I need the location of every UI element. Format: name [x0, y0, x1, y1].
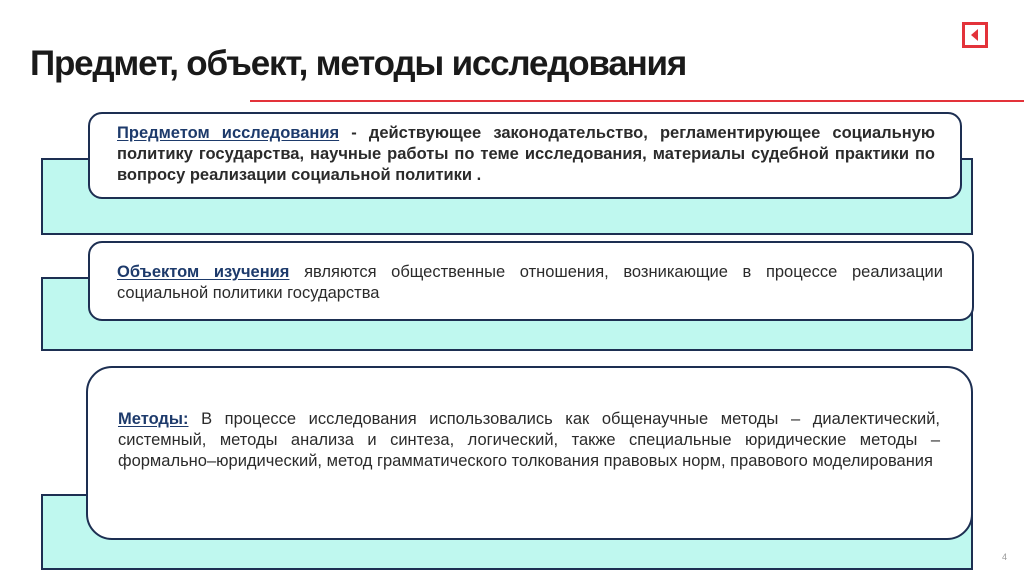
block-1-text	[117, 123, 935, 186]
block-2-text	[117, 262, 943, 304]
title-underline	[250, 100, 1024, 102]
block-3-keyword: Методы:	[118, 410, 189, 428]
block-2-keyword: Объектом изучения	[117, 263, 290, 281]
block-3-body: В процессе исследования использовались как общенаучные методы – диалектический, системный, методы анализа и синтеза, логический, также специальные юридические методы – формально–юридический, метод грамматического толкования правовых норм, правового моделирования	[118, 410, 940, 470]
block-1-body: - действующее законодательство, регламентирующее социальную политику государства, научные работы по теме исследования, материалы судебной практики по вопросу реализации социальной политики .	[117, 124, 935, 184]
page-number: 4	[1002, 552, 1008, 562]
slide-title: Предмет, объект, методы исследования	[30, 44, 687, 83]
block-2-body: являются общественные отношения, возникающие в процессе реализации социальной политики государства	[117, 263, 943, 302]
red-square-arrow-icon	[962, 22, 988, 48]
block-3-text	[118, 409, 940, 472]
block-1-keyword: Предметом исследования	[117, 124, 340, 142]
